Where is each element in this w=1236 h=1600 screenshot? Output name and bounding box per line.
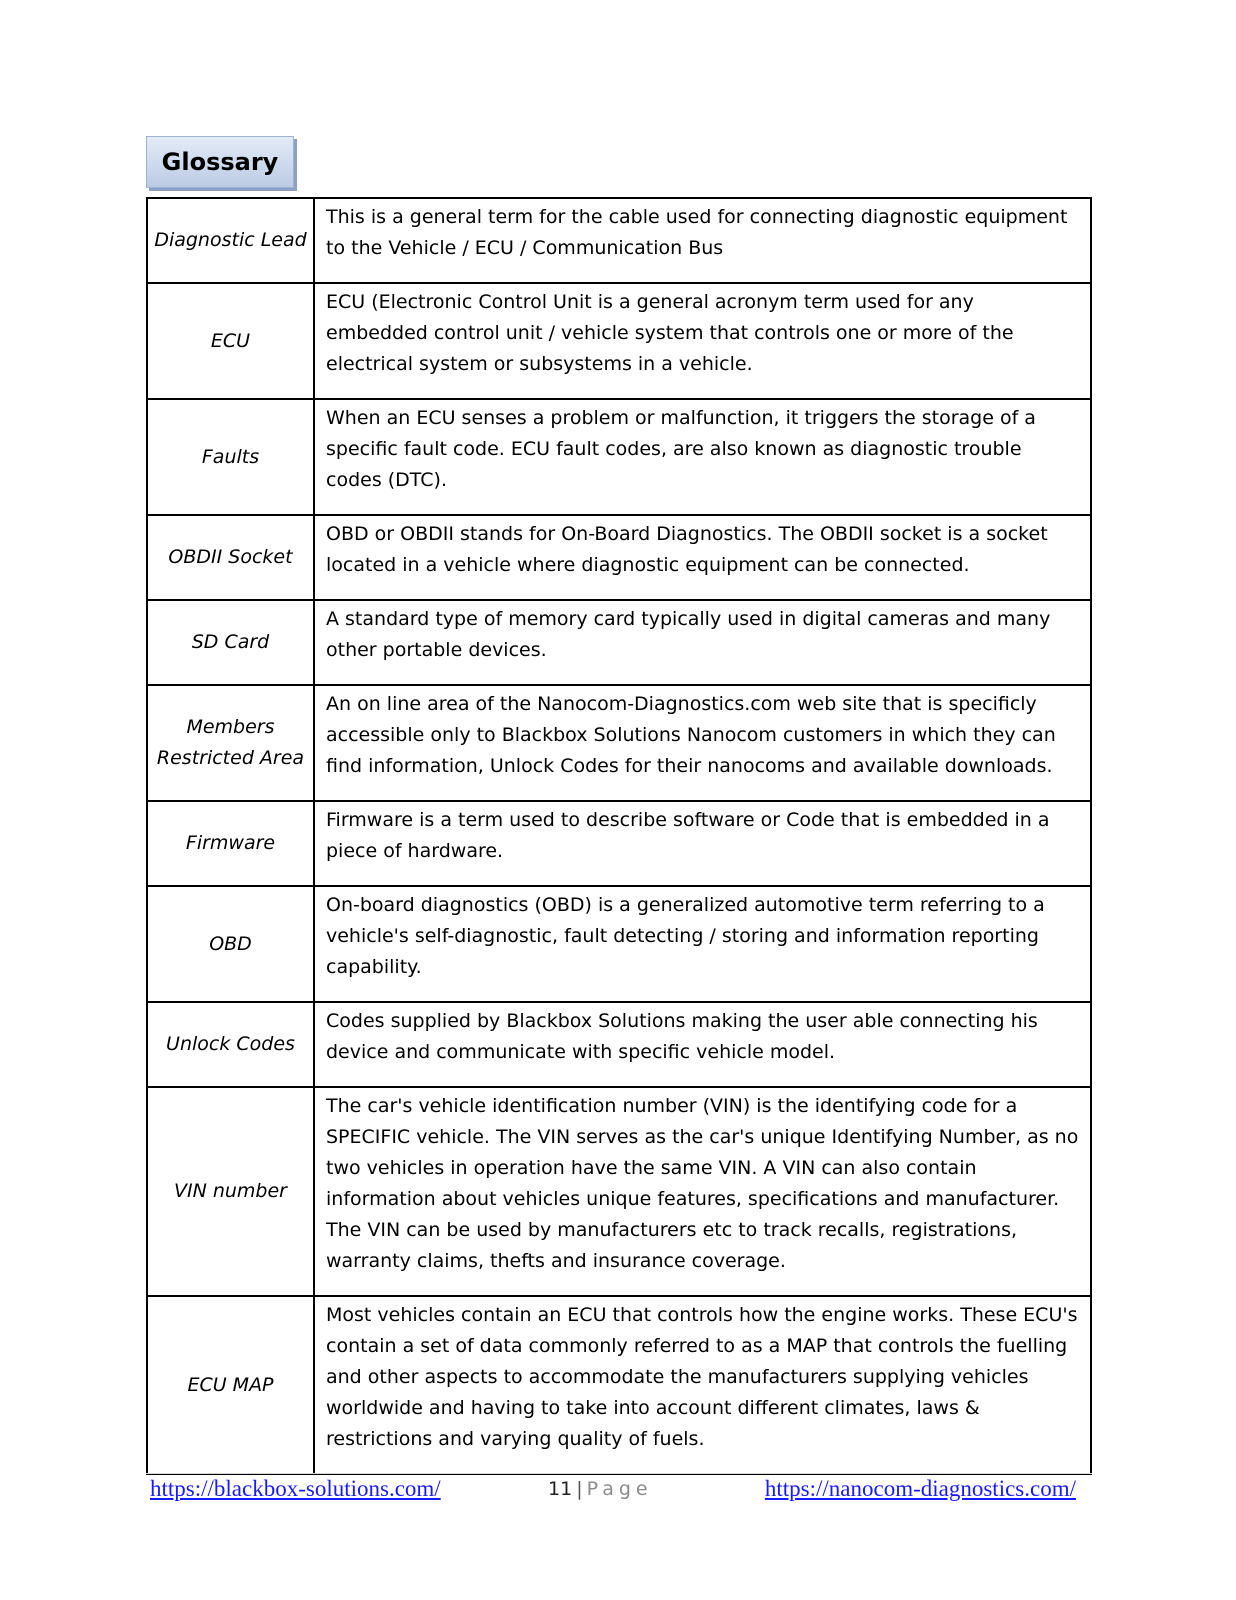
glossary-term: Faults xyxy=(147,399,314,515)
glossary-row xyxy=(147,515,1091,600)
glossary-definition: Codes supplied by Blackbox Solutions making the user able connecting his device and communicate with specific vehicle model. xyxy=(314,1002,1091,1087)
glossary-definition: Firmware is a term used to describe software or Code that is embedded in a piece of hardware. xyxy=(314,801,1091,886)
glossary-definition: ECU (Electronic Control Unit is a general acronym term used for any embedded control unit / vehicle system that controls one or more of the electrical system or subsystems in a vehicle. xyxy=(314,283,1091,399)
glossary-term: Diagnostic Lead xyxy=(147,198,314,283)
glossary-term: VIN number xyxy=(147,1087,314,1296)
glossary-row xyxy=(147,600,1091,685)
glossary-row xyxy=(147,283,1091,399)
glossary-term: OBDII Socket xyxy=(147,515,314,600)
glossary-definition: A standard type of memory card typically used in digital cameras and many other portable devices. xyxy=(314,600,1091,685)
glossary-row xyxy=(147,1002,1091,1087)
glossary-heading: Glossary xyxy=(161,148,279,176)
glossary-row xyxy=(147,886,1091,1002)
glossary-row xyxy=(147,801,1091,886)
page-word: Page xyxy=(586,1478,653,1500)
page-number-label xyxy=(548,1478,653,1500)
glossary-row xyxy=(147,1087,1091,1296)
glossary-row xyxy=(147,399,1091,515)
glossary-term: ECU MAP xyxy=(147,1296,314,1474)
glossary-definition: OBD or OBDII stands for On-Board Diagnostics. The OBDII socket is a socket located in a vehicle where diagnostic equipment can be connected. xyxy=(314,515,1091,600)
glossary-definition: The car's vehicle identification number (VIN) is the identifying code for a SPECIFIC vehicle. The VIN serves as the car's unique Identifying Number, as no two vehicles in operation have the same VIN. A VIN can also contain information about vehicles unique features, specifications and manufacturer. The VIN can be used by manufacturers etc to track recalls, registrations, warranty claims, thefts and insurance coverage. xyxy=(314,1087,1091,1296)
footer-link-blackbox[interactable]: https://blackbox-solutions.com/ xyxy=(150,1476,441,1501)
glossary-definition: An on line area of the Nanocom-Diagnostics.com web site that is specificly accessible only to Blackbox Solutions Nanocom customers in which they can find information, Unlock Codes for their nanocoms and available downloads. xyxy=(314,685,1091,801)
glossary-row xyxy=(147,685,1091,801)
glossary-term: Firmware xyxy=(147,801,314,886)
page-number: 11 xyxy=(548,1478,573,1500)
glossary-table-body xyxy=(147,198,1091,1474)
glossary-term: SD Card xyxy=(147,600,314,685)
glossary-term: ECU xyxy=(147,283,314,399)
glossary-heading-box xyxy=(146,136,294,188)
glossary-term: Members Restricted Area xyxy=(147,685,314,801)
glossary-row xyxy=(147,1296,1091,1474)
glossary-definition: Most vehicles contain an ECU that controls how the engine works. These ECU's contain a set of data commonly referred to as a MAP that controls the fuelling and other aspects to accommodate the manufacturers supplying vehicles worldwide and having to take into account different climates, laws & restrictions and varying quality of fuels. xyxy=(314,1296,1091,1474)
glossary-definition: When an ECU senses a problem or malfunction, it triggers the storage of a specific fault code. ECU fault codes, are also known as diagnostic trouble codes (DTC). xyxy=(314,399,1091,515)
glossary-definition: On-board diagnostics (OBD) is a generalized automotive term referring to a vehicle's self-diagnostic, fault detecting / storing and information reporting capability. xyxy=(314,886,1091,1002)
glossary-table xyxy=(146,197,1092,1475)
glossary-term: Unlock Codes xyxy=(147,1002,314,1087)
glossary-definition: This is a general term for the cable used for connecting diagnostic equipment to the Vehicle / ECU / Communication Bus xyxy=(314,198,1091,283)
footer-link-nanocom[interactable]: https://nanocom-diagnostics.com/ xyxy=(764,1476,1076,1501)
footer-divider xyxy=(146,1473,1092,1474)
page-separator: | xyxy=(576,1478,583,1500)
glossary-term: OBD xyxy=(147,886,314,1002)
glossary-row xyxy=(147,198,1091,283)
